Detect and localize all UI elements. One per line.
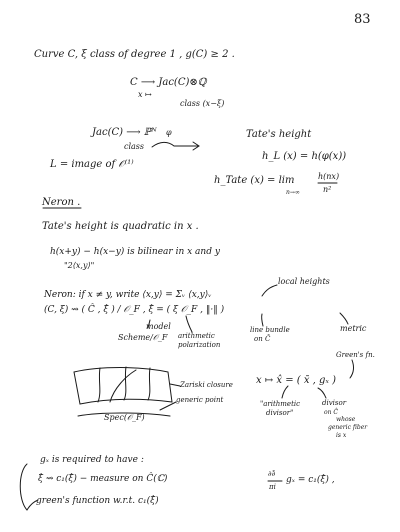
arith-divisor-1: "arithmetic: [260, 400, 301, 408]
htate-frac-num: h(nx): [318, 172, 340, 181]
htate-limit-sub: n→∞: [286, 189, 300, 196]
greens-fn-arrow: [350, 360, 353, 378]
class-small-label: class: [124, 142, 145, 151]
arith-polarization-2: polarization: [178, 341, 221, 349]
gx-required-line: gₓ is required to have :: [40, 455, 144, 465]
bilinear-line: h(x+y) − h(x−y) is bilinear in x and y: [50, 247, 220, 257]
on-c-label: on Ĉ: [324, 409, 338, 416]
arith-polarization-1: arithmetic: [178, 332, 215, 340]
divisor-arrow: [318, 388, 326, 398]
greens-wrt-line: green's function w.r.t. c₁(ξ̂): [36, 496, 159, 506]
embed-line: C ⟶ Jac(C)⊗ℚ: [130, 77, 207, 88]
phi-arrow-head: [193, 142, 199, 150]
whose-fiber-1: whose: [336, 416, 356, 423]
model-label: model: [146, 322, 171, 331]
arith-divisor-2: divisor": [266, 409, 294, 417]
curve-line: Curve C, ξ class of degree 1 , g(C) ≥ 2 .: [34, 49, 235, 60]
divisor-label: divisor: [322, 399, 347, 407]
phi-label: φ: [166, 128, 172, 137]
pairing-definition: "2⟨x,y⟩": [64, 261, 95, 270]
surface-fiber-2: [124, 367, 126, 400]
page-number: 83: [354, 12, 371, 27]
generic-point-label: generic point: [176, 396, 224, 404]
scheme-label: Scheme/𝒪_F: [118, 333, 168, 342]
ddbar-numerator: ∂∂̄: [268, 470, 276, 478]
greens-fn-label: Green's fn.: [336, 351, 375, 359]
l-definition: L = image of 𝒪⁽¹⁾: [50, 159, 134, 170]
gx-bracket: [20, 464, 27, 510]
jac-map-line: Jac(C) ⟶ ℙᴺ: [92, 127, 157, 138]
generic-arrow: [160, 402, 176, 410]
line-bundle-2: on Ĉ: [254, 335, 271, 343]
whose-fiber-3: is x: [336, 432, 347, 439]
zariski-label: Zariski closure: [180, 381, 233, 389]
local-heights-arrow: [262, 285, 277, 296]
neron-if-line: Neron: if x ≠ y, write ⟨x,y⟩ = Σᵥ ⟨x,y⟩ᵥ: [44, 290, 212, 300]
class-x-label: class (x−ξ): [180, 99, 225, 108]
neron-heading: Neron .: [42, 197, 81, 208]
c1-measure-line: ξ̂ ⇝ c₁(ξ̂) − measure on Ĉ(ℂ): [38, 474, 168, 484]
whose-fiber-2: generic fiber: [328, 424, 368, 431]
line-bundle-1: line bundle: [250, 326, 290, 334]
arith-pol-arrow: [186, 316, 192, 332]
surface-sketch: [74, 368, 172, 405]
x-hat-map: x ↦ x̂ = ( x̄ , gₓ ): [256, 375, 337, 386]
model-line: (C, ξ) ⇝ ( Ĉ , ξ̂ ) / 𝒪_F , ξ̂ = ( ξ 𝒪_F , ‖·‖ ): [44, 305, 225, 315]
local-heights-label: local heights: [278, 277, 330, 286]
surface-fiber-1: [98, 368, 100, 402]
zariski-arrow: [170, 384, 180, 386]
arith-div-arrow: [282, 386, 288, 398]
metric-arrow: [340, 313, 348, 324]
surface-curve: [110, 370, 136, 402]
quadratic-line: Tate's height is quadratic in x .: [42, 221, 199, 232]
spec-label: Spec(𝒪_F): [104, 413, 145, 422]
htate-left: h_Tate (x) = lim: [214, 175, 295, 186]
tates-height-label: Tate's height: [246, 129, 312, 140]
map-x-label: x ↦: [138, 90, 152, 99]
line-bundle-arrow: [262, 314, 263, 326]
hL-definition: h_L (x) = h(φ(x)): [262, 151, 347, 162]
surface-fiber-3: [148, 368, 150, 400]
metric-label: metric: [340, 324, 367, 333]
ddbar-equation: gₓ = c₁(ξ̂) ,: [286, 475, 335, 485]
ddbar-denominator: πi: [269, 483, 276, 491]
phi-arrow: [152, 142, 198, 147]
htate-frac-den: n²: [323, 185, 332, 194]
